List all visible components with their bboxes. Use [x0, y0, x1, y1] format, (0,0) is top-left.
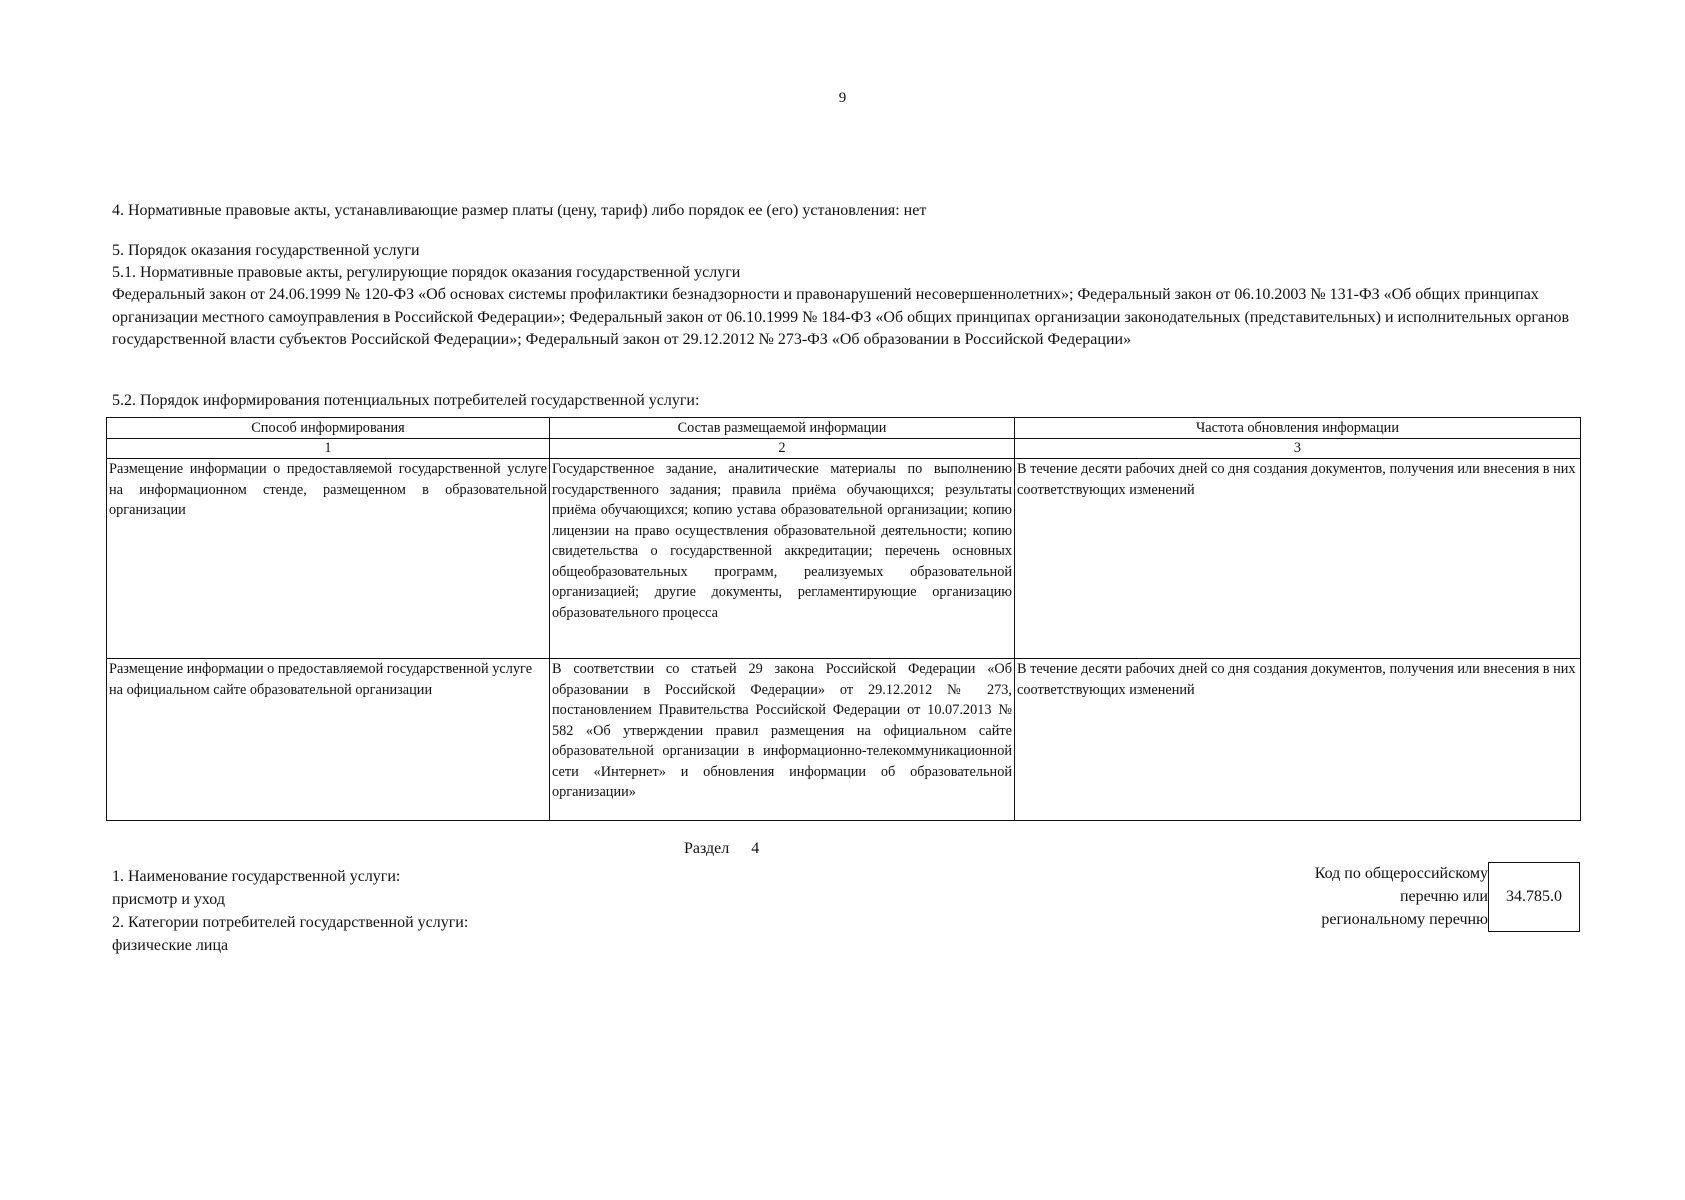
consumer-category-label: 2. Категории потребителей государственной услуги: [112, 914, 469, 931]
column-number: 2 [550, 439, 1015, 459]
frequency-cell: В течение десяти рабочих дней со дня создания документов, получения или внесения в них соответствующих изменений [1015, 659, 1581, 821]
code-label-line: перечню или [1399, 888, 1488, 905]
registry-code-label [1315, 862, 1488, 931]
table-number-row [107, 439, 1581, 459]
registry-code-value: 34.785.0 [1506, 888, 1562, 905]
code-label-line: Код по общероссийскому [1314, 865, 1488, 882]
item-5-heading: 5. Порядок оказания государственной услуги [112, 242, 420, 259]
table-row [107, 459, 1581, 659]
code-label-line: региональному перечню [1321, 911, 1488, 928]
column-header-frequency: Частота обновления информации [1015, 418, 1581, 439]
item-5-1-heading: 5.1. Нормативные правовые акты, регулирующие порядок оказания государственной услуги [112, 264, 741, 281]
column-header-content: Состав размещаемой информации [550, 418, 1015, 439]
method-cell: Размещение информации о предоставляемой государственной услуге на официальном сайте образовательной организации [107, 659, 550, 821]
section-label: Раздел [684, 840, 730, 857]
column-number: 3 [1015, 439, 1581, 459]
informing-table [106, 417, 1581, 821]
section-number: 4 [751, 840, 760, 857]
item-5-2-heading: 5.2. Порядок информирования потенциальных потребителей государственной услуги: [112, 392, 700, 409]
table-row [107, 659, 1581, 821]
content-cell: В соответствии со статьей 29 закона Российской Федерации «Об образовании в Российской Федерации» от 29.12.2012 № 273, постановлением Правительства Российской Федерации от 10.07.2013 № 582 «Об утверждении правил размещения на официальном сайте образовательной организации в информационно-телекоммуникационной сети «Интернет» и обновления информации об образовательной организации» [550, 659, 1015, 821]
service-name-value: присмотр и уход [112, 891, 225, 908]
laws-text: Федеральный закон от 24.06.1999 № 120-ФЗ «Об основах системы профилактики безнадзорности и правонарушений несовершеннолетних»; Федеральный закон от 06.10.2003 № 131-ФЗ «Об общих принципах организации местного самоуправления в Российской Федерации»; Федеральный закон от 06.10.1999 № 184-ФЗ «Об общих принципах организации законодательных (представительных) и исполнительных органов государственной власти субъектов Российской Федерации»; Федеральный закон от 29.12.2012 № 273-ФЗ «Об образовании в Российской Федерации» [112, 286, 1570, 348]
column-header-method: Способ информирования [107, 418, 550, 439]
service-name-label: 1. Наименование государственной услуги: [112, 868, 401, 885]
registry-code-box [1488, 862, 1580, 932]
item-4-fee-acts: 4. Нормативные правовые акты, устанавливающие размер платы (цену, тариф) либо порядок ее (его) установления: нет [112, 202, 927, 219]
page-number: 9 [838, 90, 847, 106]
table-header-row [107, 418, 1581, 439]
frequency-cell: В течение десяти рабочих дней со дня создания документов, получения или внесения в них соответствующих изменений [1015, 459, 1581, 659]
content-cell: Государственное задание, аналитические материалы по выполнению государственного задания; правила приёма обучающихся; результаты приёма обучающихся; копию устава образовательной организации; копию лицензии на право осуществления образовательной деятельности; копию свидетельства о государственной аккредитации; перечень основных общеобразовательных программ, реализуемых образовательной организацией; другие документы, регламентирующие организацию образовательного процесса [550, 459, 1015, 659]
consumer-category-value: физические лица [112, 937, 229, 954]
section-heading [684, 840, 759, 858]
column-number: 1 [107, 439, 550, 459]
method-cell: Размещение информации о предоставляемой государственной услуге на информационном стенде, размещенном в образовательной организации [107, 459, 550, 659]
